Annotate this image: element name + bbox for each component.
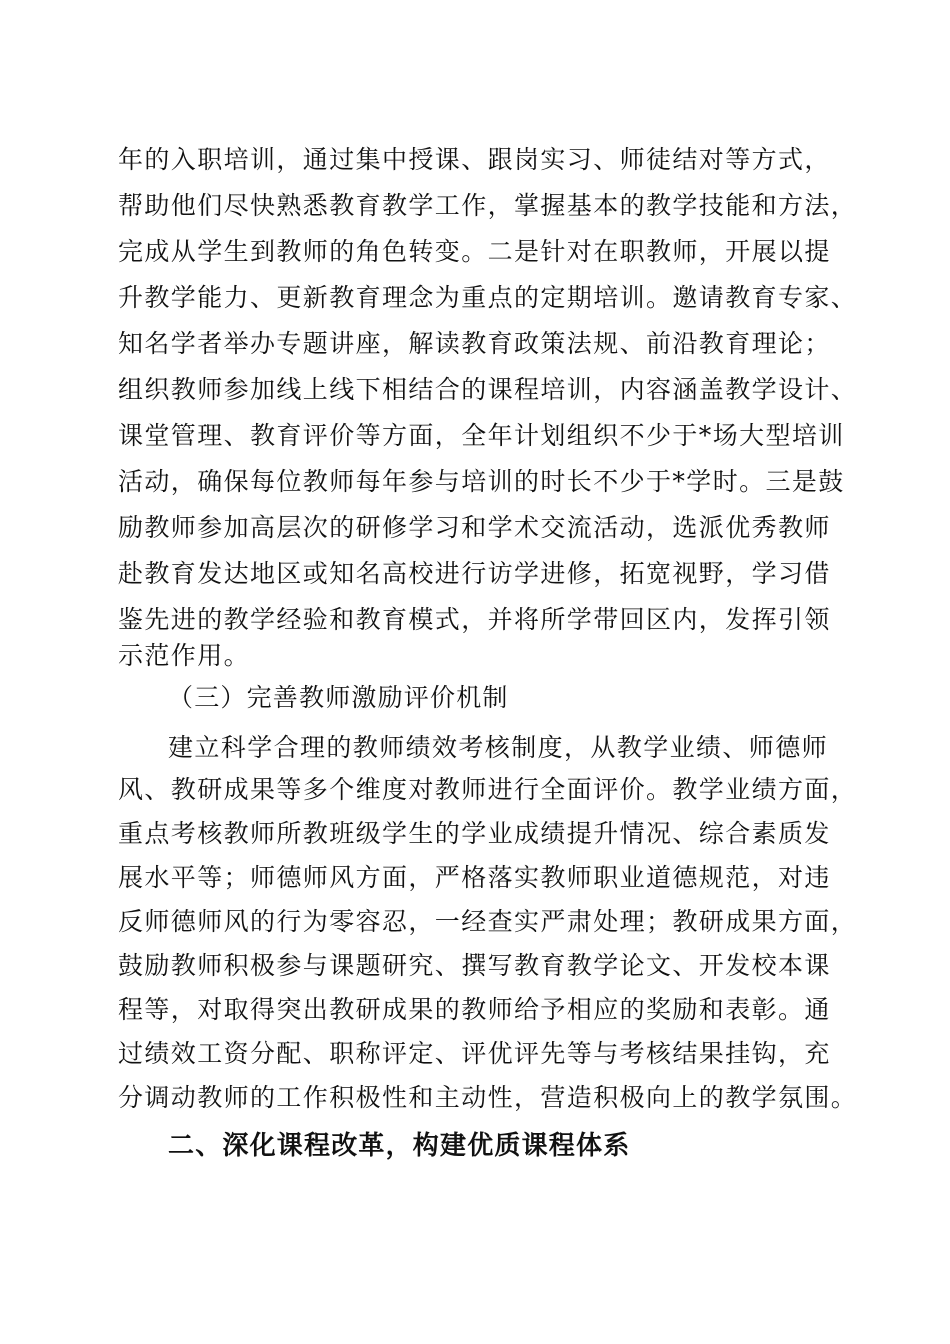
paragraph-line: 知名学者举办专题讲座，解读教育政策法规、前沿教育理论； [118, 329, 831, 358]
paragraph-line: 建立科学合理的教师绩效考核制度，从教学业绩、师德师 [168, 733, 829, 762]
paragraph-line: 重点考核教师所教班级学生的学业成绩提升情况、综合素质发 [118, 819, 831, 848]
paragraph-line: 帮助他们尽快熟悉教育教学工作，掌握基本的教学技能和方法， [118, 191, 858, 220]
paragraph-line: 活动，确保每位教师每年参与培训的时长不少于*学时。三是鼓 [118, 467, 845, 496]
paragraph-line: 课堂管理、教育评价等方面，全年计划组织不少于*场大型培训 [118, 421, 845, 450]
paragraph-line: 反师德师风的行为零容忍，一经查实严肃处理；教研成果方面， [118, 907, 858, 936]
paragraph-line: 示范作用。 [118, 641, 251, 670]
paragraph-line: 完成从学生到教师的角色转变。二是针对在职教师，开展以提 [118, 237, 831, 266]
paragraph-line: 年的入职培训，通过集中授课、跟岗实习、师徒结对等方式， [118, 145, 831, 174]
paragraph-line: 励教师参加高层次的研修学习和学术交流活动，选派优秀教师 [118, 513, 831, 542]
paragraph-line: 组织教师参加线上线下相结合的课程培训，内容涵盖教学设计、 [118, 375, 858, 404]
paragraph-line: 分调动教师的工作积极性和主动性，营造积极向上的教学氛围。 [118, 1083, 858, 1112]
section-subheading: （三）完善教师激励评价机制 [168, 683, 509, 712]
paragraph-line: 过绩效工资分配、职称评定、评优评先等与考核结果挂钩，充 [118, 1039, 831, 1068]
paragraph-line: 升教学能力、更新教育理念为重点的定期培训。邀请教育专家、 [118, 283, 858, 312]
paragraph-line: 赴教育发达地区或知名高校进行访学进修，拓宽视野，学习借 [118, 559, 831, 588]
paragraph-line: 鼓励教师积极参与课题研究、撰写教育教学论文、开发校本课 [118, 951, 831, 980]
paragraph-line: 鉴先进的教学经验和教育模式，并将所学带回区内，发挥引领 [118, 605, 831, 634]
paragraph-line: 程等，对取得突出教研成果的教师给予相应的奖励和表彰。通 [118, 995, 831, 1024]
paragraph-line: 风、教研成果等多个维度对教师进行全面评价。教学业绩方面， [118, 775, 858, 804]
paragraph-line: 展水平等；师德师风方面，严格落实教师职业道德规范，对违 [118, 863, 831, 892]
section-heading: 二、深化课程改革，构建优质课程体系 [168, 1131, 631, 1161]
